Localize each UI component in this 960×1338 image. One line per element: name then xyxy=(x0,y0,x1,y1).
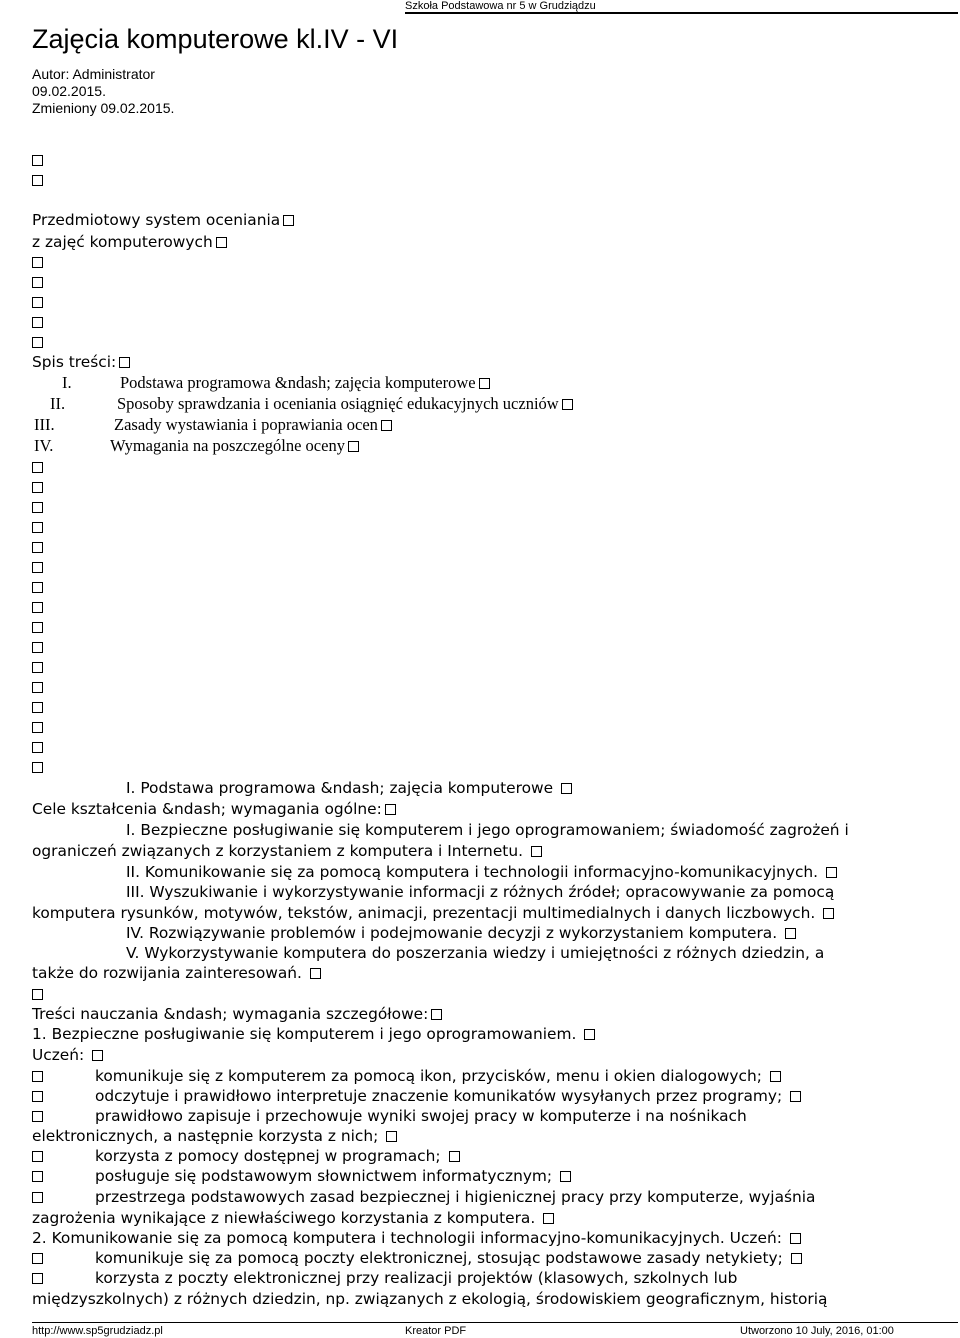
empty-line xyxy=(32,757,43,777)
missing-glyph-icon xyxy=(791,1253,802,1264)
bullet-item-cont: międzyszkolnych) z różnych dziedzin, np. związanych z ekologią, środowiskiem geograficznym, historią xyxy=(32,1290,828,1308)
missing-glyph-icon xyxy=(32,722,43,733)
missing-glyph-icon xyxy=(32,317,43,328)
bullet-glyph-icon xyxy=(32,1151,43,1162)
empty-line xyxy=(32,657,43,677)
footer-creator: Kreator PDF xyxy=(405,1325,467,1337)
bullet-item: korzysta z pomocy dostępnej w programach; xyxy=(32,1146,460,1166)
page-title: Zajęcia komputerowe kl.IV - VI xyxy=(32,24,399,54)
toc-item-link[interactable]: Sposoby sprawdzania i oceniania osiągnięć edukacyjnych uczniów xyxy=(117,394,573,414)
missing-glyph-icon xyxy=(790,1091,801,1102)
missing-glyph-icon xyxy=(543,1213,554,1224)
missing-glyph-icon xyxy=(119,357,130,368)
school-name-header: Szkoła Podstawowa nr 5 w Grudziądzu xyxy=(405,0,596,12)
missing-glyph-icon xyxy=(92,1050,103,1061)
missing-glyph-icon xyxy=(32,622,43,633)
missing-glyph-icon xyxy=(32,582,43,593)
missing-glyph-icon xyxy=(386,1131,397,1142)
missing-glyph-icon xyxy=(310,968,321,979)
missing-glyph-icon xyxy=(561,783,572,794)
goal-5-cont: także do rozwijania zainteresowań. xyxy=(32,963,321,983)
missing-glyph-icon xyxy=(32,662,43,673)
missing-glyph-icon xyxy=(32,642,43,653)
bullet-glyph-icon xyxy=(32,1253,43,1264)
section-title: I. Podstawa programowa &ndash; zajęcia komputerowe xyxy=(126,778,572,798)
empty-line xyxy=(32,697,43,717)
empty-line xyxy=(32,717,43,737)
missing-glyph-icon xyxy=(283,215,294,226)
footer-created-date: Utworzono 10 July, 2016, 01:00 xyxy=(740,1325,894,1337)
bullet-item: posługuje się podstawowym słownictwem informatycznym; xyxy=(32,1166,571,1186)
empty-line xyxy=(32,517,43,537)
missing-glyph-icon xyxy=(32,762,43,773)
goal-3-cont: komputera rysunków, motywów, tekstów, animacji, prezentacji multimedialnych i danych liczbowych. xyxy=(32,903,834,923)
goal-1: I. Bezpieczne posługiwanie się komputerem i jego oprogramowaniem; świadomość zagrożeń i xyxy=(126,821,849,839)
bullet-glyph-icon xyxy=(32,1192,43,1203)
heading-line-1: Przedmiotowy system oceniania xyxy=(32,210,294,230)
missing-glyph-icon xyxy=(826,867,837,878)
missing-glyph-icon xyxy=(560,1171,571,1182)
bullet-item: korzysta z poczty elektronicznej przy realizacji projektów (klasowych, szkolnych lub xyxy=(32,1268,737,1288)
header-rule xyxy=(405,12,958,14)
bullet-item: komunikuje się za pomocą poczty elektronicznej, stosując podstawowe zasady netykiety; xyxy=(32,1248,802,1268)
toc-item: I. xyxy=(62,373,72,392)
missing-glyph-icon xyxy=(348,441,359,452)
empty-line xyxy=(32,272,43,292)
empty-line xyxy=(32,984,43,1004)
missing-glyph-icon xyxy=(32,337,43,348)
empty-line xyxy=(32,557,43,577)
empty-line xyxy=(32,477,43,497)
toc-label: Spis treści: xyxy=(32,352,130,372)
empty-line xyxy=(32,597,43,617)
empty-line xyxy=(32,292,43,312)
bullet-glyph-icon xyxy=(32,1111,43,1122)
missing-glyph-icon xyxy=(823,908,834,919)
bullet-item: komunikuje się z komputerem za pomocą ikon, przycisków, menu i okien dialogowych; xyxy=(32,1066,781,1086)
footer-rule xyxy=(32,1322,958,1323)
empty-line xyxy=(32,737,43,757)
missing-glyph-icon xyxy=(385,804,396,815)
bullet-glyph-icon xyxy=(32,1273,43,1284)
missing-glyph-icon xyxy=(32,742,43,753)
content-label: Treści nauczania &ndash; wymagania szczegółowe: xyxy=(32,1004,442,1024)
toc-item-link[interactable]: Zasady wystawiania i poprawiania ocen xyxy=(114,415,392,435)
missing-glyph-icon xyxy=(32,682,43,693)
goal-1-cont: ograniczeń związanych z korzystaniem z komputera i Internetu. xyxy=(32,841,542,861)
missing-glyph-icon xyxy=(431,1009,442,1020)
goal-3: III. Wyszukiwanie i wykorzystywanie informacji z różnych źródeł; opracowywanie za pomocą xyxy=(126,883,835,901)
missing-glyph-icon xyxy=(584,1029,595,1040)
heading-line-2: z zajęć komputerowych xyxy=(32,232,227,252)
missing-glyph-icon xyxy=(562,399,573,410)
bullet-glyph-icon xyxy=(32,1091,43,1102)
empty-line xyxy=(32,617,43,637)
bullet-item: prawidłowo zapisuje i przechowuje wyniki swojej pracy w komputerze i na nośnikach xyxy=(32,1106,747,1126)
missing-glyph-icon xyxy=(216,237,227,248)
goal-5: V. Wykorzystywanie komputera do poszerzania wiedzy i umiejętności z różnych dziedzin, a xyxy=(126,944,825,962)
missing-glyph-icon xyxy=(479,378,490,389)
missing-glyph-icon xyxy=(531,846,542,857)
empty-line xyxy=(32,577,43,597)
goal-4: IV. Rozwiązywanie problemów i podejmowanie decyzji z wykorzystaniem komputera. xyxy=(126,923,796,943)
goal-2: II. Komunikowanie się za pomocą komputera i technologii informacyjno-komunikacyjnych. xyxy=(126,862,837,882)
missing-glyph-icon xyxy=(790,1233,801,1244)
missing-glyph-icon xyxy=(32,542,43,553)
missing-glyph-icon xyxy=(32,602,43,613)
missing-glyph-icon xyxy=(770,1071,781,1082)
missing-glyph-icon xyxy=(32,502,43,513)
bullet-item-cont: elektronicznych, a następnie korzysta z nich; xyxy=(32,1126,397,1146)
missing-glyph-icon xyxy=(381,420,392,431)
missing-glyph-icon xyxy=(785,928,796,939)
empty-line xyxy=(32,457,43,477)
content-1: 1. Bezpieczne posługiwanie się komputerem i jego oprogramowaniem. xyxy=(32,1024,595,1044)
empty-line xyxy=(32,170,43,190)
content-2: 2. Komunikowanie się za pomocą komputera i technologii informacyjno-komunikacyjnych. Uczeń: xyxy=(32,1228,801,1248)
empty-line xyxy=(32,252,43,272)
toc-item-link[interactable]: Wymagania na poszczególne oceny xyxy=(110,436,359,456)
missing-glyph-icon xyxy=(32,989,43,1000)
missing-glyph-icon xyxy=(32,702,43,713)
pupil-label: Uczeń: xyxy=(32,1045,103,1065)
author: Autor: Administrator xyxy=(32,66,155,82)
bullet-glyph-icon xyxy=(32,1171,43,1182)
goals-label: Cele kształcenia &ndash; wymagania ogólne: xyxy=(32,799,396,819)
missing-glyph-icon xyxy=(32,522,43,533)
toc-item: IV. xyxy=(34,436,54,455)
toc-item-link[interactable]: Podstawa programowa &ndash; zajęcia komputerowe xyxy=(120,373,490,393)
empty-line xyxy=(32,312,43,332)
bullet-item: przestrzega podstawowych zasad bezpiecznej i higienicznej pracy przy komputerze, wyjaśnia xyxy=(32,1187,815,1207)
toc-item: II. xyxy=(50,394,66,413)
missing-glyph-icon xyxy=(32,462,43,473)
missing-glyph-icon xyxy=(449,1151,460,1162)
missing-glyph-icon xyxy=(32,257,43,268)
empty-line xyxy=(32,677,43,697)
modified-date: Zmieniony 09.02.2015. xyxy=(32,100,175,116)
date: 09.02.2015. xyxy=(32,83,106,99)
missing-glyph-icon xyxy=(32,562,43,573)
empty-line xyxy=(32,497,43,517)
empty-line xyxy=(32,332,43,352)
bullet-glyph-icon xyxy=(32,1071,43,1082)
footer-url-link[interactable]: http://www.sp5grudziadz.pl xyxy=(32,1325,163,1337)
toc-item: III. xyxy=(34,415,55,434)
missing-glyph-icon xyxy=(32,155,43,166)
bullet-item: odczytuje i prawidłowo interpretuje znaczenie komunikatów wysyłanych przez programy; xyxy=(32,1086,801,1106)
missing-glyph-icon xyxy=(32,277,43,288)
empty-line xyxy=(32,150,43,170)
missing-glyph-icon xyxy=(32,482,43,493)
bullet-item-cont: zagrożenia wynikające z niewłaściwego korzystania z komputera. xyxy=(32,1208,554,1228)
empty-line xyxy=(32,637,43,657)
missing-glyph-icon xyxy=(32,175,43,186)
missing-glyph-icon xyxy=(32,297,43,308)
empty-line xyxy=(32,537,43,557)
